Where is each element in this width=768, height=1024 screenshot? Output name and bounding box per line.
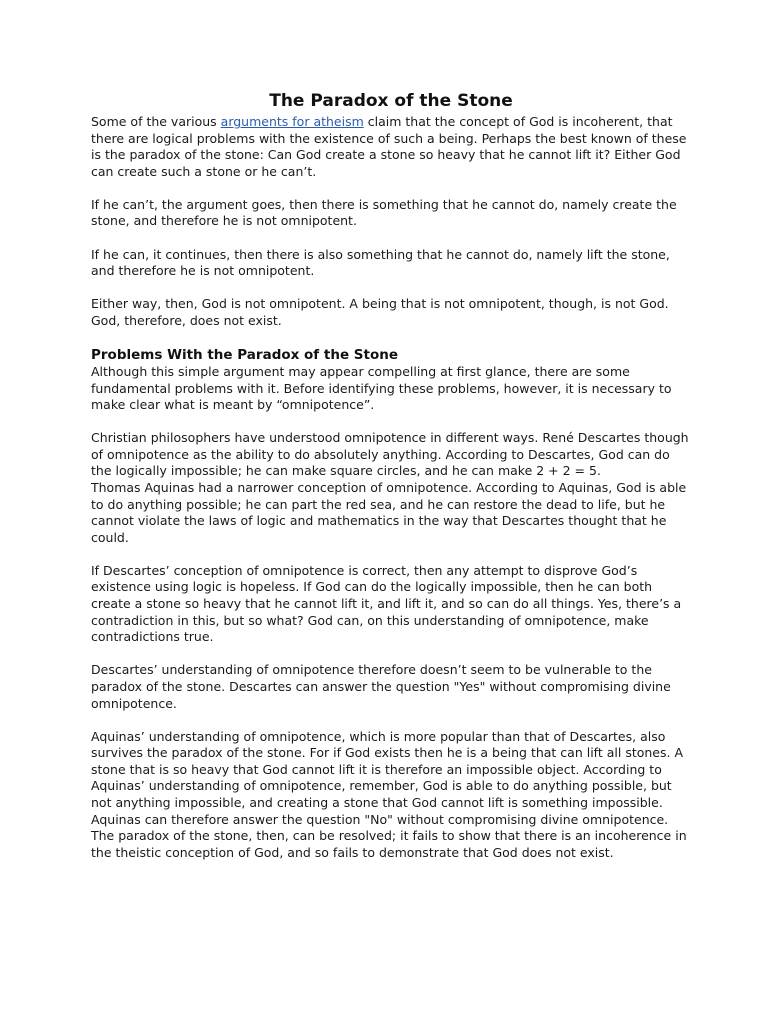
paragraph-if-he-cant: If he can’t, the argument goes, then there is something that he cannot do, namely create the stone, and therefore he is not omnipotent. <box>91 196 677 229</box>
paragraph-descartes-conception: If Descartes’ conception of omnipotence is correct, then any attempt to disprove God’s existence using logic is hopeless. If God can do the logically impossible, then he can both create a stone so heavy that he cannot lift it, and lift it, and so can do all things. Yes, there’s a contradiction in this, but so what? God can, on this understanding of omnipotence, make contradictions true. <box>91 562 682 645</box>
intro-text-after-link: claim that the concept of God is incoherent, that there are logical problems with the existence of such a being. Perhaps the best known of these is the paradox of the stone: Can God create a stone so heavy that he cannot lift it? Either God can create such a stone or he can’t. <box>91 114 687 179</box>
paragraph-if-he-can: If he can, it continues, then there is also something that he cannot do, namely lift the stone, and therefore he is not omnipotent. <box>91 246 670 279</box>
paragraph-christian-philosophers: Christian philosophers have understood omnipotence in different ways. René Descartes though of omnipotence as the ability to do absolutely anything. According to Descartes, God can do the logically impossible; he can make square circles, and he can make 2 + 2 = 5. <box>91 430 689 479</box>
paragraph-aquinas-understanding: Aquinas’ understanding of omnipotence, which is more popular than that of Descartes, also survives the paradox of the stone. For if God exists then he is a being that can lift all stones. A stone that is so heavy that God cannot lift it is therefore an impossible object. According to Aquinas’ understanding of omnipotence, remember, God is able to do anything possible, but not anything impossible, and creating a stone that God cannot lift is something impossible. Aquinas can therefore answer the question "No" without compromising divine omnipotence. The paradox of the stone, then, can be resolved; it fails to show that there is an incoherence in the theistic conception of God, and so fails to demonstrate that God does not exist. <box>91 728 687 860</box>
paragraph-descartes-understanding: Descartes’ understanding of omnipotence therefore doesn’t seem to be vulnerable to the paradox of the stone. Descartes can answer the question "Yes" without compromising divine omnipotence. <box>91 662 671 711</box>
intro-text-before-link: Some of the various <box>91 114 221 129</box>
document-title: The Paradox of the Stone <box>269 91 513 111</box>
paragraph-although: Although this simple argument may appear compelling at first glance, there are some fundamental problems with it. Before identifying these problems, however, it is necessary to make clear what is meant by “omnipotence”. <box>91 363 672 413</box>
paragraph-thomas-aquinas: Thomas Aquinas had a narrower conception of omnipotence. According to Aquinas, God is able to do anything possible; he can part the red sea, and he can restore the dead to life, but he cannot violate the laws of logic and mathematics in the way that Descartes thought that he could. <box>91 480 687 545</box>
paragraph-either-way: Either way, then, God is not omnipotent. A being that is not omnipotent, though, is not God. God, therefore, does not exist. <box>91 296 669 328</box>
section-heading: Problems With the Paradox of the Stone <box>91 346 399 363</box>
intro-paragraph <box>91 114 691 180</box>
arguments-for-atheism-link[interactable]: arguments for atheism <box>220 114 364 129</box>
document-page <box>91 90 691 878</box>
